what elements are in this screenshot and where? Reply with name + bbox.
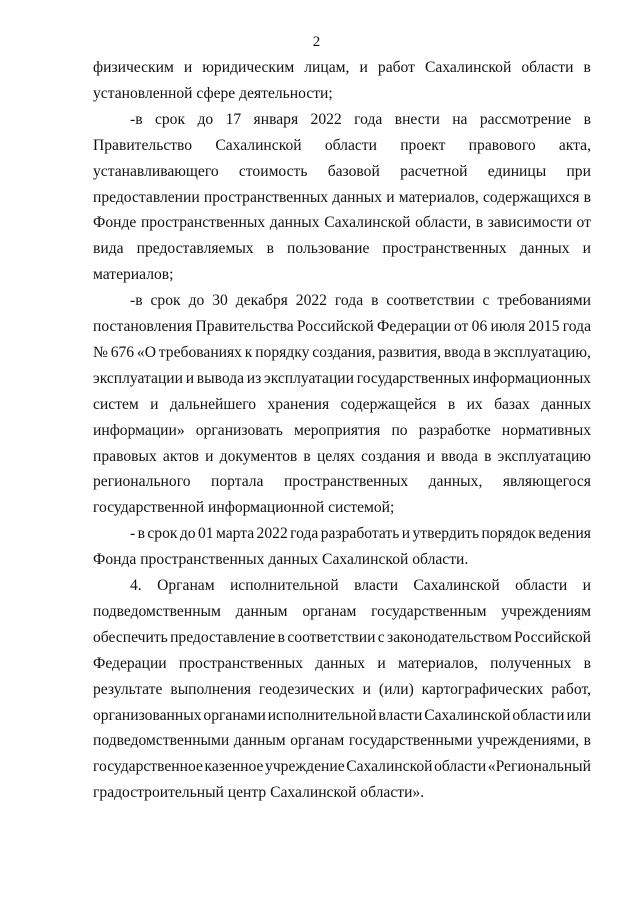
word: в	[583, 110, 591, 128]
word: в	[483, 343, 491, 361]
word: вида	[93, 240, 124, 258]
word: Сахалинской	[324, 214, 411, 232]
word: области	[521, 59, 574, 76]
text-line	[93, 472, 591, 492]
word: и	[362, 680, 371, 698]
word: «Региональный	[487, 758, 591, 776]
word: -в	[130, 110, 143, 128]
word: года	[562, 318, 591, 335]
word: по	[391, 421, 408, 439]
word: нормативных	[501, 421, 591, 439]
word: Федерации	[93, 654, 167, 672]
word: государственным	[371, 602, 487, 620]
word: с	[377, 628, 385, 646]
text-line	[130, 576, 591, 596]
word: от	[576, 214, 591, 232]
word: соответствии	[287, 628, 376, 646]
word: государственное	[93, 758, 203, 776]
word: целях	[316, 447, 355, 465]
word: Российской	[514, 628, 591, 646]
word: подведомственными	[93, 732, 230, 750]
word: до	[197, 110, 214, 128]
text-line	[93, 706, 591, 726]
text-line: градостроительный центр Сахалинской области».	[93, 784, 425, 802]
word: Сахалинской	[215, 136, 302, 154]
word: Правительства	[195, 318, 294, 335]
word: единицы	[487, 162, 547, 180]
word: «О	[136, 343, 156, 361]
text-line	[93, 317, 591, 337]
word: документов	[219, 447, 298, 465]
word: декабря	[235, 292, 288, 310]
word: организованных	[93, 706, 202, 724]
word: учреждениям	[501, 602, 591, 620]
word: в	[583, 654, 591, 672]
word: мероприятия	[293, 421, 381, 439]
word: внести	[394, 110, 440, 128]
word: дальнейшего	[169, 395, 257, 413]
word: подведомственным	[93, 602, 221, 620]
word: Органам	[157, 577, 215, 594]
word: предоставление	[170, 628, 276, 646]
word: -в	[130, 292, 143, 310]
word: рассмотрение	[479, 110, 572, 128]
word: утвердить	[412, 525, 480, 543]
word: марта	[215, 525, 255, 543]
word: организовать	[195, 421, 283, 439]
word: области	[515, 577, 568, 594]
text-line	[93, 680, 591, 700]
text-line: материалов;	[93, 266, 174, 284]
word: пространственных	[382, 240, 507, 258]
word: или	[566, 706, 591, 724]
text-line	[93, 757, 591, 777]
word: года	[354, 110, 383, 128]
word: пространственных	[283, 473, 409, 491]
word: материалов,	[398, 188, 479, 206]
word: данных	[332, 188, 383, 206]
word: учреждение	[265, 758, 345, 776]
word: требованиях	[158, 343, 242, 361]
word: срок	[150, 292, 181, 310]
text-line	[93, 395, 591, 415]
word: информационных	[472, 369, 591, 387]
word: и	[401, 525, 411, 543]
page-number: 2	[312, 34, 321, 50]
word: пользование	[287, 240, 370, 258]
word: при	[566, 162, 591, 180]
word: Сахалинской	[413, 577, 500, 594]
word: материалов,	[397, 654, 478, 672]
word: порядок	[481, 525, 536, 543]
word: органам	[302, 602, 357, 620]
word: -	[130, 525, 136, 543]
word: разработать	[320, 525, 400, 543]
word: из	[246, 369, 262, 387]
word: №	[93, 343, 108, 361]
word: в	[371, 292, 379, 310]
word: 4.	[130, 577, 142, 594]
text-line	[93, 239, 591, 259]
word: данных	[519, 240, 570, 258]
word: данных	[315, 654, 366, 672]
word: создания,	[312, 343, 376, 361]
word: власти	[378, 706, 423, 724]
word: систем	[93, 395, 139, 413]
word: и	[183, 59, 193, 76]
text-line: установленной сфере деятельности;	[93, 84, 333, 102]
word: государственных	[356, 369, 470, 387]
text-line	[93, 628, 591, 648]
word: ввода	[441, 447, 478, 465]
word: в	[137, 525, 145, 543]
word: предоставляемых	[136, 240, 254, 258]
word: 2022	[295, 292, 327, 310]
word: регионального	[93, 473, 191, 491]
word: казенное	[204, 758, 264, 776]
word: года	[334, 292, 364, 310]
word: акта,	[558, 136, 591, 154]
word: исполнительной	[229, 577, 339, 594]
word: в	[583, 732, 591, 750]
word: проект	[400, 136, 446, 154]
word: лицам,	[304, 59, 350, 76]
text-line	[93, 136, 591, 156]
word: 30	[212, 292, 228, 310]
word: 06	[471, 318, 488, 335]
word: информации»	[93, 421, 185, 439]
word: разработке	[418, 421, 491, 439]
word: до	[188, 292, 205, 310]
word: данных,	[428, 473, 483, 491]
word: и	[386, 188, 395, 206]
word: учреждениями,	[477, 732, 580, 750]
word: зависимости	[487, 214, 572, 232]
word: Правительство	[93, 136, 193, 154]
word: данных	[269, 214, 320, 232]
text-line	[130, 524, 591, 544]
word: содержащихся	[482, 188, 580, 206]
word: области	[324, 136, 377, 154]
word: их	[466, 395, 483, 413]
word: в	[447, 395, 456, 413]
word: января	[253, 110, 299, 128]
word: обеспечить	[93, 628, 168, 646]
word: хранения	[267, 395, 330, 413]
text-line	[93, 213, 591, 233]
word: года	[290, 525, 319, 543]
text-line	[93, 654, 591, 674]
text-line	[93, 731, 591, 751]
word: в	[475, 214, 484, 232]
text-line	[93, 369, 591, 389]
word: развития,	[378, 343, 442, 361]
text-line	[93, 343, 591, 363]
word: постановления	[93, 318, 193, 335]
word: государственными	[348, 732, 473, 750]
word: Федерации	[377, 318, 451, 335]
word: Сахалинской	[425, 59, 512, 76]
word: срок	[154, 110, 186, 128]
word: полученных	[490, 654, 572, 672]
word: до	[179, 525, 196, 543]
word: и	[426, 447, 435, 465]
word: устанавливающего	[93, 162, 219, 180]
word: работ,	[551, 680, 591, 698]
word: в	[583, 188, 591, 206]
word: власти	[354, 577, 399, 594]
word: и	[150, 395, 159, 413]
word: вывода	[196, 369, 245, 387]
word: пространственных	[203, 188, 329, 206]
word: законодательством	[387, 628, 512, 646]
word: 01	[197, 525, 214, 543]
word: к	[244, 343, 253, 361]
word: правового	[468, 136, 536, 154]
word: геодезических	[258, 680, 355, 698]
word: 2022	[310, 110, 342, 128]
word: базовой	[327, 162, 380, 180]
text-line	[93, 421, 591, 441]
text-line	[93, 162, 591, 182]
word: предоставлении	[93, 188, 200, 206]
word: базах	[494, 395, 530, 413]
word: и	[185, 369, 195, 387]
word: соответствии	[386, 292, 475, 310]
word: пространственных	[140, 214, 266, 232]
word: стоимость	[238, 162, 308, 180]
word: с	[482, 292, 490, 310]
word: Сахалинской	[346, 758, 433, 776]
word: органам	[290, 732, 345, 750]
text-line	[93, 188, 591, 208]
word: эксплуатацию,	[493, 343, 591, 361]
text-line: Фонда пространственных данных Сахалинской области.	[93, 551, 469, 569]
word: и	[359, 59, 368, 76]
word: и	[377, 654, 386, 672]
text-line	[130, 291, 591, 311]
word: данным	[235, 602, 288, 620]
word: области	[512, 706, 565, 724]
word: эксплуатацию	[497, 447, 591, 465]
word: 676	[110, 343, 135, 361]
word: в	[583, 59, 591, 76]
word: и	[582, 240, 591, 258]
word: в	[266, 240, 275, 258]
word: июля	[490, 318, 526, 335]
word: в	[277, 628, 286, 646]
word: 2022	[256, 525, 288, 543]
word: являющегося	[502, 473, 591, 491]
word: правовых	[93, 447, 157, 465]
word: эксплуатации	[264, 369, 354, 387]
word: в	[303, 447, 311, 465]
word: ведения	[538, 525, 591, 543]
word: Сахалинской	[424, 706, 511, 724]
word: актов	[162, 447, 199, 465]
word: расчетной	[400, 162, 468, 180]
text-line	[93, 602, 591, 622]
word: (или)	[378, 680, 414, 698]
word: срок	[147, 525, 178, 543]
word: 2015	[528, 318, 560, 335]
word: данных	[541, 395, 591, 413]
word: юридическим	[202, 59, 295, 76]
word: картографических	[421, 680, 544, 698]
word: работ	[377, 59, 415, 76]
word: содержащейся	[340, 395, 437, 413]
word: данным	[233, 732, 286, 750]
word: от	[453, 318, 469, 335]
word: на	[452, 110, 468, 128]
word: создания	[361, 447, 421, 465]
word: порядку	[255, 343, 310, 361]
word: пространственных	[178, 654, 304, 672]
word: области,	[415, 214, 472, 232]
word: физическим	[93, 59, 174, 76]
word: области	[434, 758, 487, 776]
word: портала	[210, 473, 264, 491]
text-line: государственной информационной системой;	[93, 499, 395, 517]
word: результате	[93, 680, 163, 698]
word: 17	[225, 110, 242, 128]
word: органами	[203, 706, 266, 724]
word: и	[582, 577, 591, 594]
word: Российской	[296, 318, 374, 335]
word: Фонде	[93, 214, 137, 232]
word: эксплуатации	[93, 369, 183, 387]
word: и	[205, 447, 214, 465]
word: исполнительной	[267, 706, 377, 724]
word: выполнения	[170, 680, 252, 698]
text-line	[130, 110, 591, 130]
word: ввода	[443, 343, 481, 361]
text-line	[93, 58, 591, 78]
word: в	[484, 447, 492, 465]
word: требованиями	[497, 292, 591, 310]
text-line	[93, 447, 591, 467]
